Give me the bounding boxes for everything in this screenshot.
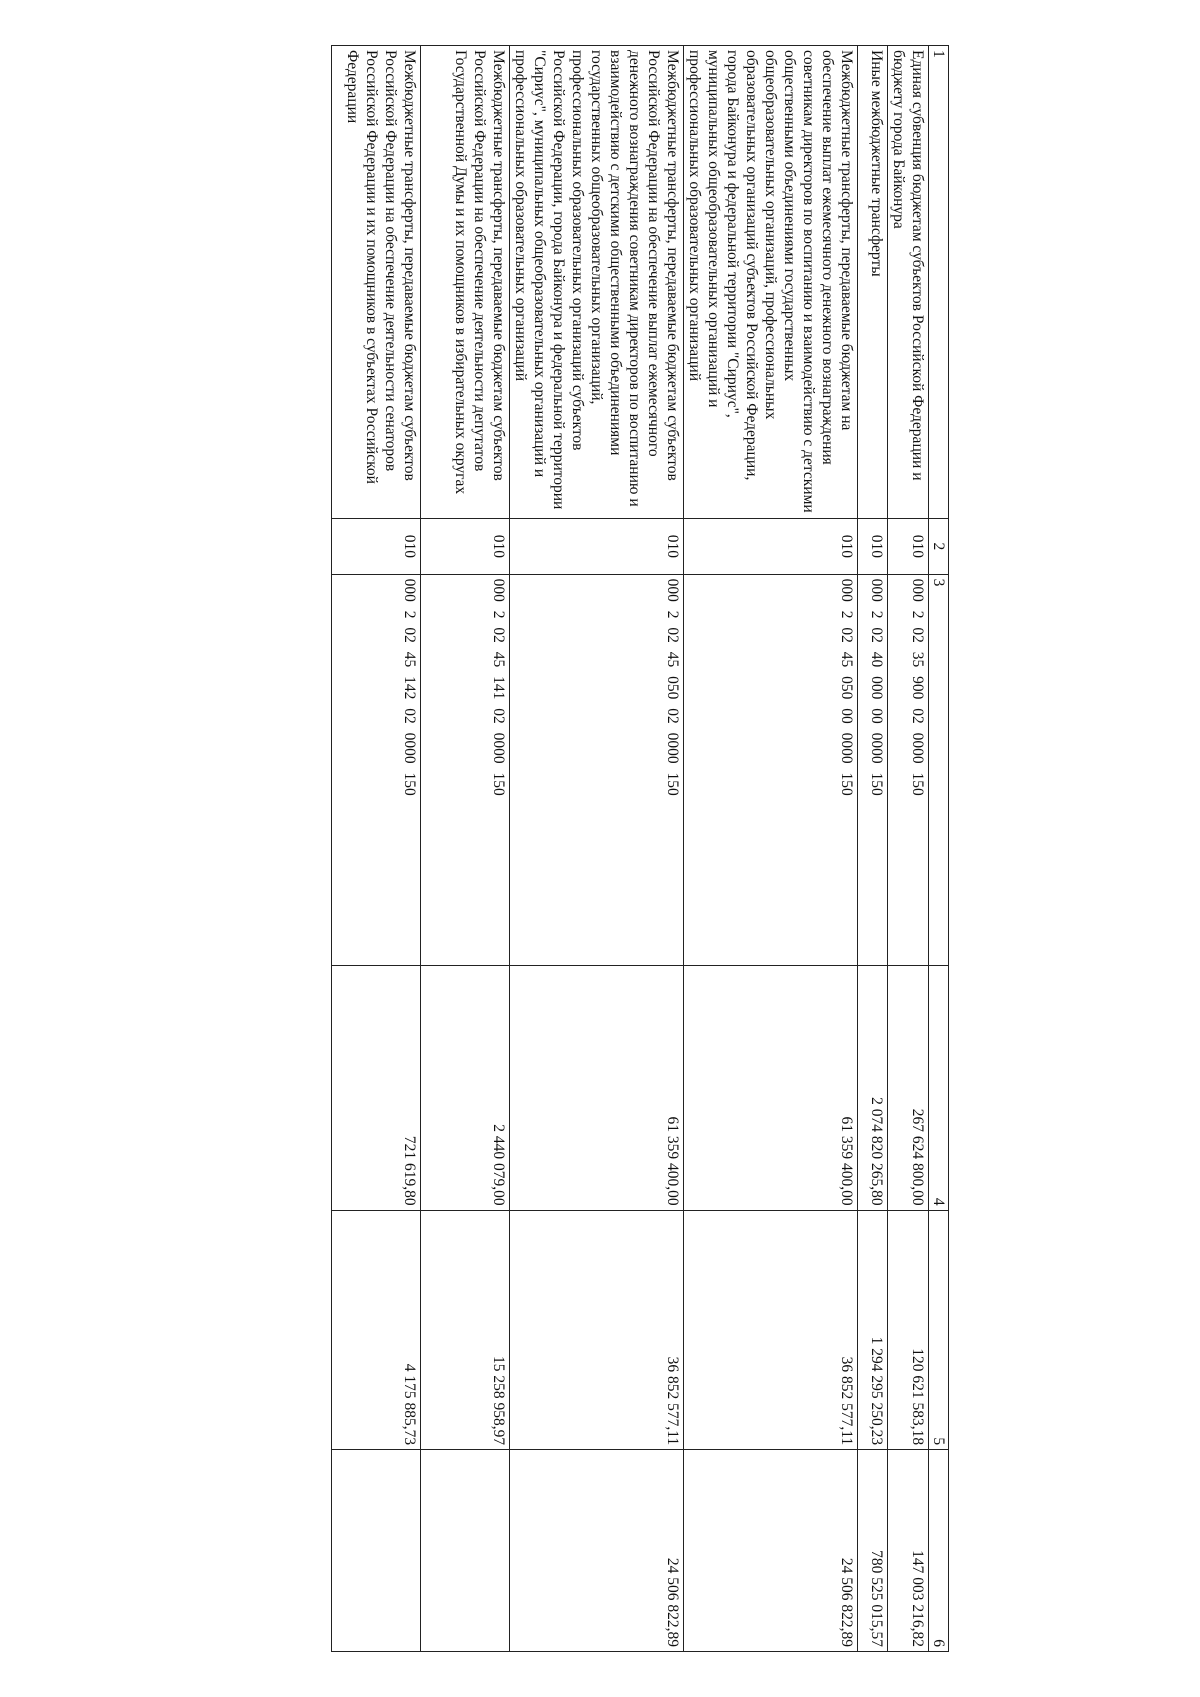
row-line-code: 010 xyxy=(684,519,858,574)
table-row xyxy=(510,46,684,1652)
row-col4-value: 61 359 400,00 xyxy=(510,966,684,1210)
table-row xyxy=(332,46,421,1652)
col-header-2: 2 xyxy=(929,519,949,574)
row-line-code: 010 xyxy=(332,519,421,574)
row-name: Межбюджетные трансферты, передаваемые бюджетам субъектов Российской Федерации на обеспечение деятельности депутатов Государственной Думы и их помощников в избирательных округах xyxy=(421,46,510,519)
col-header-4: 4 xyxy=(929,966,949,1210)
col-header-6: 6 xyxy=(929,1450,949,1652)
row-col6-value: 24 506 822,89 xyxy=(684,1450,858,1652)
row-budget-code: 000 2 02 45 050 02 0000 150 xyxy=(510,574,684,966)
row-col5-value: 36 852 577,11 xyxy=(510,1210,684,1450)
row-col6-value: 24 506 822,89 xyxy=(510,1450,684,1652)
row-name: Межбюджетные трансферты, передаваемые бюджетам субъектов Российской Федерации на обеспечение выплат ежемесячного денежного вознаграждения советникам директоров по воспитанию и взаимодействию с детскими общественными объединениями государственных общеобразовательных организаций, профессиональных образовательных организаций субъектов Российской Федерации, города Байконура и федеральной территории "Сириус", муниципальных общеобразовательных организаций и профессиональных образовательных организаций xyxy=(510,46,684,519)
row-budget-code: 000 2 02 40 000 00 0000 150 xyxy=(858,574,888,966)
row-col4-value: 2 440 079,00 xyxy=(421,966,510,1210)
row-name: Иные межбюджетные трансферты xyxy=(858,46,888,519)
row-col5-value: 36 852 577,11 xyxy=(684,1210,858,1450)
row-col4-value: 2 074 820 265,80 xyxy=(858,966,888,1210)
row-col5-value: 15 258 958,97 xyxy=(421,1210,510,1450)
row-line-code: 010 xyxy=(510,519,684,574)
column-number-row xyxy=(929,46,949,1652)
row-col4-value: 721 619,80 xyxy=(332,966,421,1210)
row-budget-code: 000 2 02 45 141 02 0000 150 xyxy=(421,574,510,966)
row-budget-code: 000 2 02 45 142 02 0000 150 xyxy=(332,574,421,966)
row-col5-value: 120 621 583,18 xyxy=(888,1210,929,1450)
row-line-code: 010 xyxy=(421,519,510,574)
report-table xyxy=(331,45,949,1652)
table-row xyxy=(888,46,929,1652)
row-col4-value: 61 359 400,00 xyxy=(684,966,858,1210)
row-name: Межбюджетные трансферты, передаваемые бюджетам субъектов Российской Федерации на обеспечение деятельности сенаторов Российской Федерации и их помощников в субъектах Российской Федерации xyxy=(332,46,421,519)
row-name: Межбюджетные трансферты, передаваемые бюджетам на обеспечение выплат ежемесячного денежного вознаграждения советникам директоров по воспитанию и взаимодействию с детскими общественными объединениями государственных общеобразовательных организаций, профессиональных образовательных организаций субъектов Российской Федерации, города Байконура и федеральной территории "Сириус", муниципальных общеобразовательных организаций и профессиональных образовательных организаций xyxy=(684,46,858,519)
row-budget-code: 000 2 02 45 050 00 0000 150 xyxy=(684,574,858,966)
row-col5-value: 4 175 885,73 xyxy=(332,1210,421,1450)
table-row xyxy=(421,46,510,1652)
row-col6-value: 147 003 216,82 xyxy=(888,1450,929,1652)
col-header-3: 3 xyxy=(929,574,949,966)
col-header-1: 1 xyxy=(929,46,949,519)
row-name: Единая субвенция бюджетам субъектов Российской Федерации и бюджету города Байконура xyxy=(888,46,929,519)
row-budget-code: 000 2 02 35 900 02 0000 150 xyxy=(888,574,929,966)
table-row xyxy=(858,46,888,1652)
row-col6-value xyxy=(421,1450,510,1652)
row-col4-value: 267 624 800,00 xyxy=(888,966,929,1210)
row-line-code: 010 xyxy=(858,519,888,574)
row-col6-value xyxy=(332,1450,421,1652)
table-row xyxy=(684,46,858,1652)
row-col5-value: 1 294 295 250,23 xyxy=(858,1210,888,1450)
col-header-5: 5 xyxy=(929,1210,949,1450)
row-col6-value: 780 525 015,57 xyxy=(858,1450,888,1652)
row-line-code: 010 xyxy=(888,519,929,574)
